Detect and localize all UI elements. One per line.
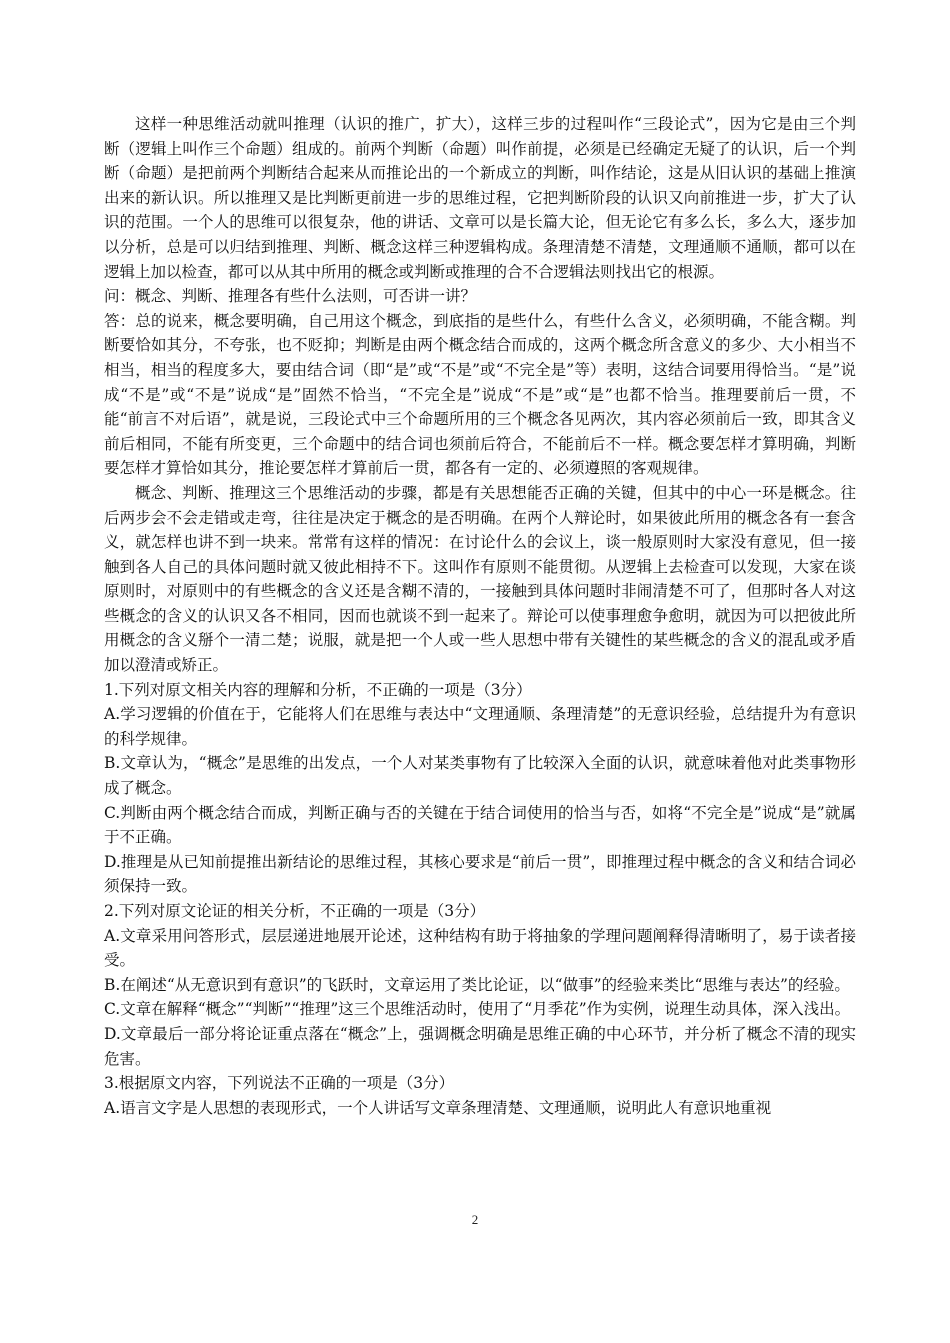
passage-answer-line: 答：总的说来，概念要明确，自己用这个概念，到底指的是些什么，有些什么含义，必须明确，不能含糊。判断要恰如其分，不夸张，也不贬抑；判断是由两个概念结合而成的，这两个概念所含意义的多少、大小相当不相当，相当的程度多大，要由结合词（即“是”或“不是”或“不完全是”等）表明，这结合词要用得恰当。“是”说成“不是”或“不是”说成“是”固然不恰当，“不完全是”说成“不是”或“是”也都不恰当。推理要前后一贯，不能“前言不对后语”，就是说，三段论式中三个命题所用的三个概念各见两次，其内容必须前后一致，即其含义前后相同，不能有所变更，三个命题中的结合词也须前后符合，不能前后不一样。概念要怎样才算明确，判断要怎样才算恰如其分，推论要怎样才算前后一贯，都各有一定的、必须遵照的客观规律。: [104, 311, 856, 478]
passage-question-line: 问：概念、判断、推理各有些什么法则，可否讲一讲？: [104, 287, 477, 306]
question-2: [104, 899, 856, 1071]
option-a: A.文章采用问答形式，层层递进地展开论述，这种结构有助于将抽象的学理问题阐释得清晰明了，易于读者接受。: [104, 926, 856, 970]
option-c: C.判断由两个概念结合而成，判断正确与否的关键在于结合词使用的恰当与否，如将“不完全是”说成“是”就属于不正确。: [104, 803, 856, 847]
question-stem: 1.下列对原文相关内容的理解和分析，不正确的一项是（3分）: [104, 680, 532, 699]
question-stem: 3.根据原文内容，下列说法不正确的一项是（3分）: [104, 1074, 455, 1093]
option-a: A.语言文字是人思想的表现形式，一个人讲话写文章条理清楚、文理通顺，说明此人有意识地重视: [104, 1098, 772, 1117]
option-d: D.文章最后一部分将论证重点落在“概念”上，强调概念明确是思维正确的中心环节，并分析了概念不清的现实危害。: [104, 1024, 856, 1068]
passage-paragraph-1: 这样一种思维活动就叫推理（认识的推广，扩大），这样三步的过程叫作“三段论式”，因为它是由三个判断（逻辑上叫作三个命题）组成的。前两个判断（命题）叫作前提，必须是已经确定无疑了的认识，后一个判断（命题）是把前两个判断结合起来从而推论出的一个新成立的判断，叫作结论，这是从旧认识的基础上推演出来的新认识。所以推理又是比判断更前进一步的思维过程，它把判断阶段的认识又向前推进一步，扩大了认识的范围。一个人的思维可以很复杂，他的讲话、文章可以是长篇大论，但无论它有多么长，多么大，逐步加以分析，总是可以归结到推理、判断、概念这样三种逻辑构成。条理清楚不清楚，文理通顺不通顺，都可以在逻辑上加以检查，都可以从其中所用的概念或判断或推理的合不合逻辑法则找出它的根源。: [104, 115, 856, 281]
question-3: [104, 1071, 856, 1120]
question-stem: 2.下列对原文论证的相关分析，不正确的一项是（3分）: [104, 902, 486, 920]
document-page: [104, 112, 856, 1120]
page-number: 2: [471, 1212, 479, 1227]
passage-paragraph-2: 概念、判断、推理这三个思维活动的步骤，都是有关思想能否正确的关键，但其中的中心一环是概念。往后两步会不会走错或走弯，往往是决定于概念的是否明确。在两个人辩论时，如果彼此所用的概念各有一套含义，就怎样也讲不到一块来。常常有这样的情况：在讨论什么的会议上，谈一般原则时大家没有意见，但一接触到各人自己的具体问题时就又彼此相持不下。这叫作有原则不能贯彻。从逻辑上去检查可以发现，大家在谈原则时，对原则中的有些概念的含义还是含糊不清的，一接触到具体问题时非闹清楚不可了，但那时各人对这些概念的含义的认识又各不相同，因而也就谈不到一起来了。辩论可以使事理愈争愈明，就因为可以把彼此所用概念的含义掰个一清二楚；说服，就是把一个人或一些人思想中带有关键性的某些概念的含义的混乱或矛盾加以澄清或矫正。: [104, 483, 856, 675]
option-c: C.文章在解释“概念”“判断”“推理”这三个思维活动时，使用了“月季花”作为实例，说理生动具体，深入浅出。: [104, 1000, 851, 1019]
option-a: A.学习逻辑的价值在于，它能将人们在思维与表达中“文理通顺、条理清楚”的无意识经验，总结提升为有意识的科学规律。: [104, 705, 856, 748]
option-b: B.在阐述“从无意识到有意识”的飞跃时，文章运用了类比论证，以“做事”的经验来类比“思维与表达”的经验。: [104, 975, 850, 994]
option-b: B.文章认为，“概念”是思维的出发点，一个人对某类事物有了比较深入全面的认识，就意味着他对此类事物形成了概念。: [104, 754, 856, 798]
question-1: [104, 678, 856, 899]
option-d: D.推理是从已知前提推出新结论的思维过程，其核心要求是“前后一贯”，即推理过程中概念的含义和结合词必须保持一致。: [104, 852, 856, 896]
